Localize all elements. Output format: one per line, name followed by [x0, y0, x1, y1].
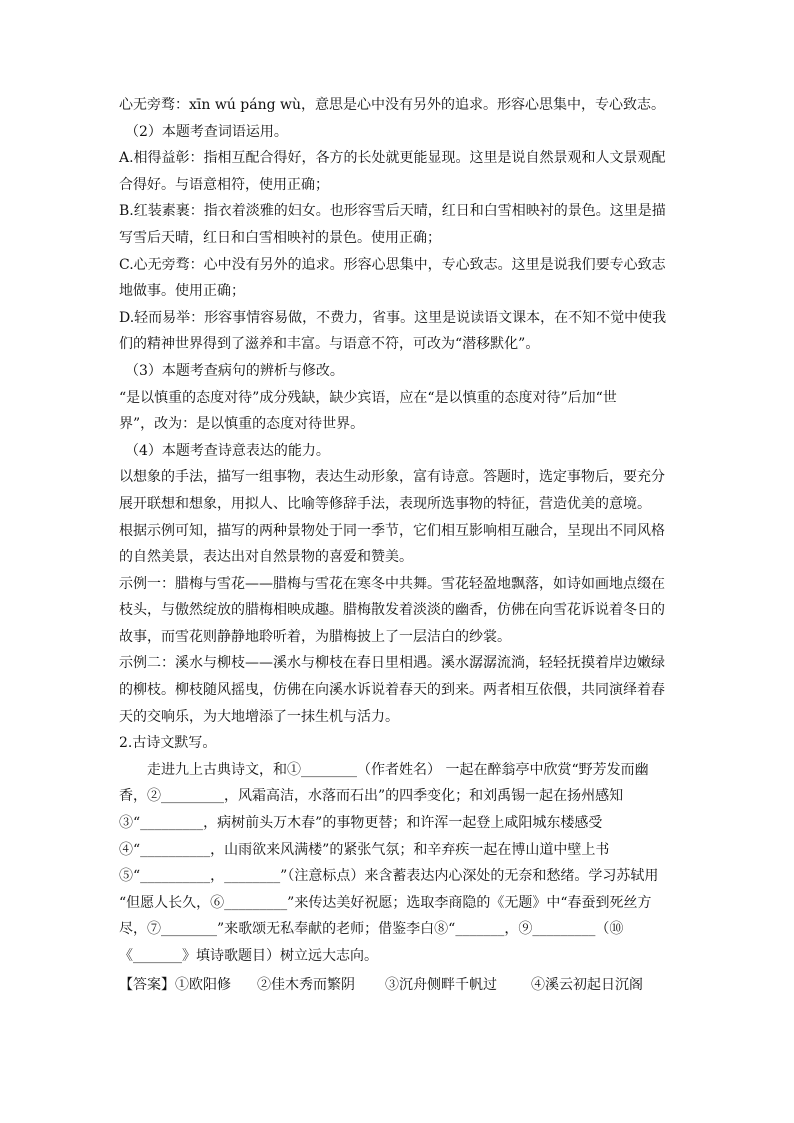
subsection-heading-4: （4）本题考查诗意表达的能力。	[125, 442, 330, 459]
paragraph-line: 界”，改为：是以慎重的态度对待世界。	[119, 416, 365, 433]
answer-item: ③沉舟侧畔千帆过	[385, 976, 497, 993]
question-heading: 2.古诗文默写。	[119, 735, 217, 752]
paragraph-line: 写雪后天晴，红日和白雪相映衬的景色。使用正确；	[119, 229, 441, 246]
paragraph-line: “是以慎重的态度对待”成分残缺，缺少宾语，应在“是以慎重的态度对待”后加“世	[119, 389, 617, 406]
document-body	[119, 92, 679, 998]
answer-item: ①欧阳修	[175, 976, 231, 993]
question-line: “但愿人长久，⑥_________”来传达美好祝愿；选取李商隐的《无题》中“春蚕到死丝方	[119, 894, 652, 911]
paragraph-line: 合得好。与语意相符，使用正确；	[119, 176, 329, 193]
paragraph-line: 故事，而雪花则静静地聆听着，为腊梅披上了一层洁白的纱裳。	[119, 628, 511, 645]
paragraph-line: B.红装素裹：指衣着淡雅的妇女。也形容雪后天晴，红日和白雪相映衬的景色。这里是描	[119, 203, 666, 220]
paragraph-line: D.轻而易举：形容事情容易做，不费力，省事。这里是说读语文课本，在不知不觉中使我	[119, 309, 667, 326]
question-line: 尽，⑦________”来歌颂无私奉献的老师；借鉴李白⑧“_______，⑨_________（⑩	[119, 921, 624, 938]
paragraph-line: 示例一：腊梅与雪花——腊梅与雪花在寒冬中共舞。雪花轻盈地飘落，如诗如画地点缀在	[119, 575, 665, 592]
paragraph-line: 们的精神世界得到了滋养和丰富。与语意不符，可改为“潜移默化”。	[119, 336, 540, 353]
question-line: ③“_________，病树前头万木春”的事物更替；和许浑一起登上咸阳城东楼感受	[119, 815, 603, 832]
subsection-heading-2: （2）本题考查词语运用。	[125, 123, 288, 140]
question-line: 香，②_________，风霜高洁，水落而石出”的四季变化；和刘禹锡一起在扬州感知	[119, 788, 624, 805]
question-line: 《_______》填诗歌题目）树立远大志向。	[119, 948, 378, 964]
paragraph-line: 以想象的手法，描写一组事物，表达生动形象，富有诗意。答题时，选定事物后，要充分	[119, 469, 665, 486]
question-line: ⑤“__________，________”（注意标点）来含蓄表达内心深处的无奈和愁绪。学习苏轼用	[119, 868, 659, 885]
question-line: 走进九上古典诗文，和①________（作者姓名） 一起在醉翁亭中欣赏“野芳发而幽	[147, 761, 649, 778]
answer-label: 【答案】	[119, 976, 175, 993]
definition-line: 心无旁骛：xīn wú páng wù，意思是心中没有另外的追求。形容心思集中，专心致志。	[119, 97, 666, 113]
answer-item: ②佳木秀而繁阴	[257, 976, 355, 993]
subsection-heading-3: （3）本题考查病句的辨析与修改。	[125, 362, 344, 379]
paragraph-line: 天的交响乐，为大地增添了一抹生机与活力。	[119, 708, 399, 725]
paragraph-line: 根据示例可知，描写的两种景物处于同一季节，它们相互影响相互融合，呈现出不同风格	[119, 522, 665, 539]
paragraph-line: 地做事。使用正确；	[119, 283, 245, 300]
answer-row	[119, 972, 679, 999]
paragraph-line: 的柳枝。柳枝随风摇曳，仿佛在向溪水诉说着春天的到来。两者相互依偎，共同演绎着春	[119, 682, 665, 699]
question-line: ④“__________，山雨欲来风满楼”的紧张气氛；和辛弃疾一起在博山道中壁上书	[119, 841, 610, 858]
paragraph-line: 的自然美景，表达出对自然景物的喜爱和赞美。	[119, 549, 413, 566]
paragraph-line: 示例二：溪水与柳枝——溪水与柳枝在春日里相遇。溪水潺潺流淌，轻轻抚摸着岸边嫩绿	[119, 655, 665, 672]
paragraph-line: 枝头，与傲然绽放的腊梅相映成趣。腊梅散发着淡淡的幽香，仿佛在向雪花诉说着冬日的	[119, 602, 665, 619]
answer-item: ④溪云初起日沉阁	[531, 976, 643, 993]
paragraph-line: A.相得益彰：指相互配合得好，各方的长处就更能显现。这里是说自然景观和人文景观配	[119, 150, 666, 167]
paragraph-line: C.心无旁骛：心中没有另外的追求。形容心思集中，专心致志。这里是说我们要专心致志	[119, 256, 666, 273]
paragraph-line: 展开联想和想象，用拟人、比喻等修辞手法，表现所选事物的特征，营造优美的意境。	[119, 495, 651, 512]
